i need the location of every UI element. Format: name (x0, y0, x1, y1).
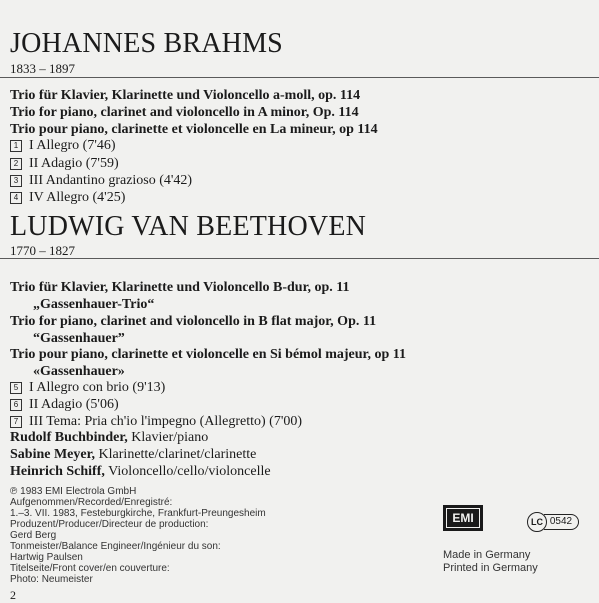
track-label: I Allegro (7'46) (29, 138, 116, 153)
performer-line (10, 431, 208, 445)
emi-logo (443, 505, 483, 531)
performer-name: Heinrich Schiff, (10, 464, 105, 479)
performer-role: Violoncello/cello/violoncelle (108, 464, 271, 479)
track-label: IV Allegro (4'25) (29, 190, 126, 205)
performer-name: Rudolf Buchbinder, (10, 430, 128, 445)
performer-line (10, 448, 256, 462)
credit-line: Gerd Berg (10, 530, 57, 541)
track-item (10, 415, 302, 429)
track-number-icon: 2 (10, 158, 22, 170)
track-item (10, 139, 116, 153)
credit-line: Hartwig Paulsen (10, 552, 83, 563)
credit-line: Tonmeister/Balance Engineer/Ingénieur du son: (10, 541, 221, 552)
work-title-beethoven-de: Trio für Klavier, Klarinette und Violoncello B-dur, op. 11 (10, 280, 350, 295)
credit-line: 1.–3. VII. 1983, Festeburgkirche, Frankfurt-Preungesheim (10, 508, 266, 519)
performer-role: Klavier/piano (131, 430, 209, 445)
track-item (10, 157, 119, 171)
credit-line: Aufgenommen/Recorded/Enregistré: (10, 497, 173, 508)
track-label: II Adagio (7'59) (29, 156, 119, 171)
track-number-icon: 5 (10, 382, 22, 394)
track-label: II Adagio (5'06) (29, 397, 119, 412)
work-title-beethoven-en: Trio for piano, clarinet and violoncello in B flat major, Op. 11 (10, 314, 377, 329)
composer-name-beethoven: LUDWIG VAN BEETHOVEN (10, 211, 367, 242)
work-title-beethoven-fr: Trio pour piano, clarinette et violoncelle en Si bémol majeur, op 11 (10, 347, 406, 362)
track-number-icon: 3 (10, 175, 22, 187)
work-nickname-en: “Gassenhauer” (33, 331, 125, 346)
performer-name: Sabine Meyer, (10, 447, 96, 462)
track-item (10, 398, 119, 412)
performer-role: Klarinette/clarinet/clarinette (98, 447, 257, 462)
made-in-line: Made in Germany (443, 549, 531, 561)
work-nickname-de: „Gassenhauer-Trio“ (33, 297, 155, 312)
divider-top (0, 77, 599, 78)
track-item (10, 174, 192, 188)
emi-logo-text: EMI (446, 508, 480, 528)
composer-dates-beethoven: 1770 – 1827 (10, 243, 75, 258)
work-nickname-fr: «Gassenhauer» (33, 364, 125, 379)
credit-line: Produzent/Producer/Directeur de production: (10, 519, 209, 530)
page-number: 2 (10, 588, 16, 602)
work-title-brahms-fr: Trio pour piano, clarinette et violoncelle en La mineur, op 114 (10, 122, 378, 137)
track-number-icon: 6 (10, 399, 22, 411)
credit-line: ℗ 1983 EMI Electrola GmbH (10, 486, 137, 497)
performer-line (10, 465, 271, 479)
work-title-brahms-de: Trio für Klavier, Klarinette und Violoncello a-moll, op. 114 (10, 88, 361, 103)
track-label: I Allegro con brio (9'13) (29, 380, 166, 395)
label-code-number: 0542 (544, 514, 579, 530)
credit-line: Titelseite/Front cover/en couverture: (10, 563, 170, 574)
track-number-icon: 7 (10, 416, 22, 428)
composer-name-brahms: JOHANNES BRAHMS (10, 28, 283, 59)
divider-middle (0, 258, 599, 259)
track-item (10, 381, 165, 395)
track-item (10, 191, 125, 205)
printed-in-line: Printed in Germany (443, 562, 538, 574)
track-label: III Tema: Pria ch'io l'impegno (Allegretto) (7'00) (29, 414, 303, 429)
track-number-icon: 4 (10, 192, 22, 204)
track-number-icon: 1 (10, 140, 22, 152)
lc-icon: LC (527, 512, 547, 532)
composer-dates-brahms: 1833 – 1897 (10, 61, 75, 76)
track-label: III Andantino grazioso (4'42) (29, 173, 193, 188)
credit-line: Photo: Neumeister (10, 574, 93, 585)
work-title-brahms-en: Trio for piano, clarinet and violoncello in A minor, Op. 114 (10, 105, 359, 120)
